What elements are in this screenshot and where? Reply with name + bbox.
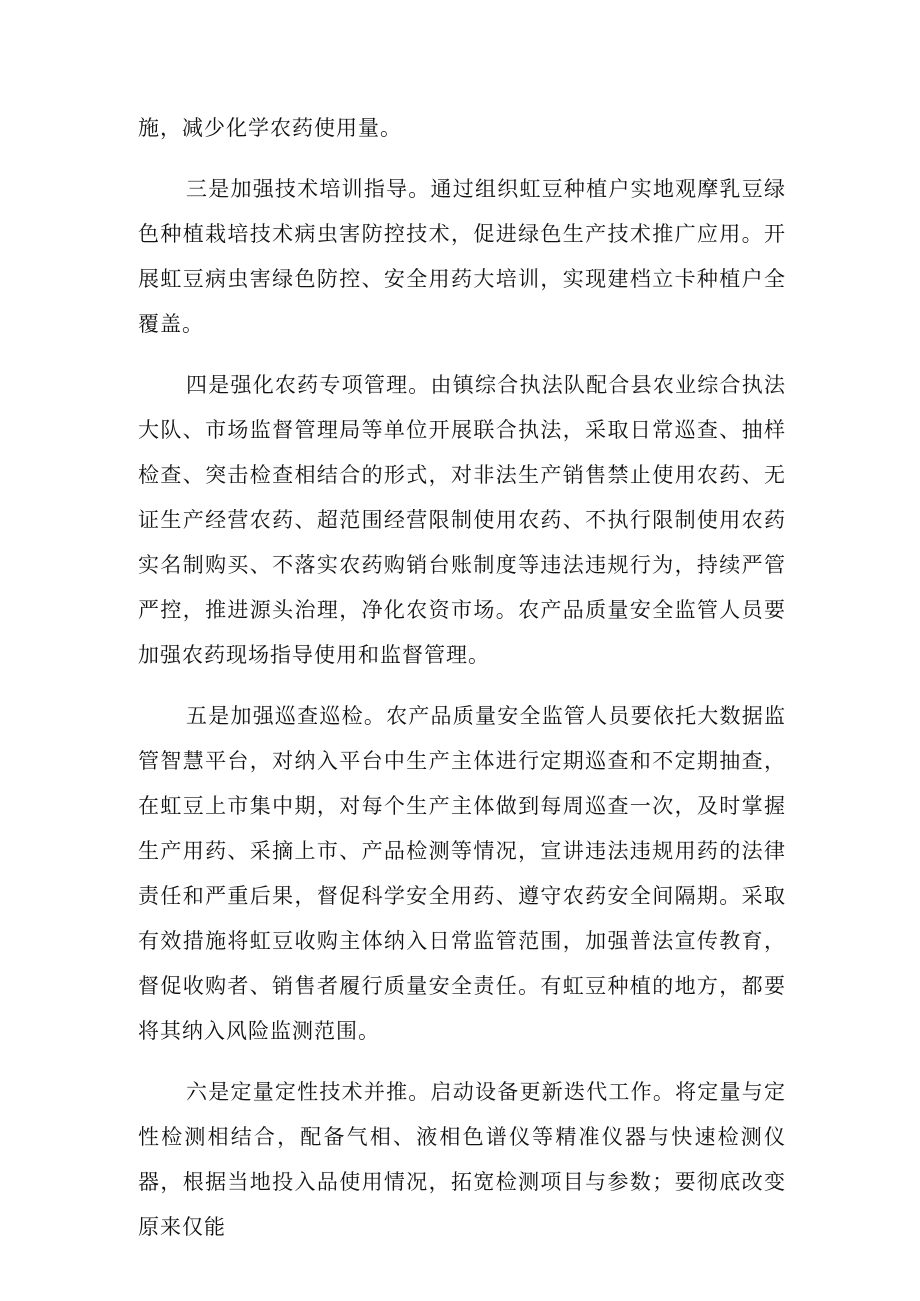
paragraph-continuation: 施，减少化学农药使用量。: [138, 116, 402, 140]
paragraph-quantitative-qualitative: 六是定量定性技术并推。启动设备更新迭代工作。将定量与定性检测相结合，配备气相、液相色谱仪等精准仪器与快速检测仪器，根据当地投入品使用情况，拓宽检测项目与参数；要彻底改变原来仅能: [138, 1080, 786, 1239]
document-body: [138, 106, 786, 1250]
paragraph-technical-training: 三是加强技术培训指导。通过组织虹豆种植户实地观摩乳豆绿色种植栽培技术病虫害防控技术，促进绿色生产技术推广应用。开展虹豆病虫害绿色防控、安全用药大培训，实现建档立卡种植户全覆盖。: [138, 177, 786, 336]
paragraph-inspection: 五是加强巡查巡检。农产品质量安全监管人员要依托大数据监管智慧平台，对纳入平台中生产主体进行定期巡查和不定期抽查，在虹豆上市集中期，对每个生产主体做到每周巡查一次，及时掌握生产用药、采摘上市、产品检测等情况，宣讲违法违规用药的法律责任和严重后果，督促科学安全用药、遵守农药安全间隔期。采取有效措施将虹豆收购主体纳入日常监管范围，加强普法宣传教育，督促收购者、销售者履行质量安全责任。有虹豆种植的地方，都要将其纳入风险监测范围。: [138, 704, 786, 1043]
paragraph-pesticide-management: 四是强化农药专项管理。由镇综合执法队配合县农业综合执法大队、市场监督管理局等单位开展联合执法，采取日常巡查、抽样检查、突击检查相结合的形式，对非法生产销售禁止使用农药、无证生产经营农药、超范围经营限制使用农药、不执行限制使用农药实名制购买、不落实农药购销台账制度等违法违规行为，持续严管严控，推进源头治理，净化农资市场。农产品质量安全监管人员要加强农药现场指导使用和监督管理。: [138, 373, 786, 667]
